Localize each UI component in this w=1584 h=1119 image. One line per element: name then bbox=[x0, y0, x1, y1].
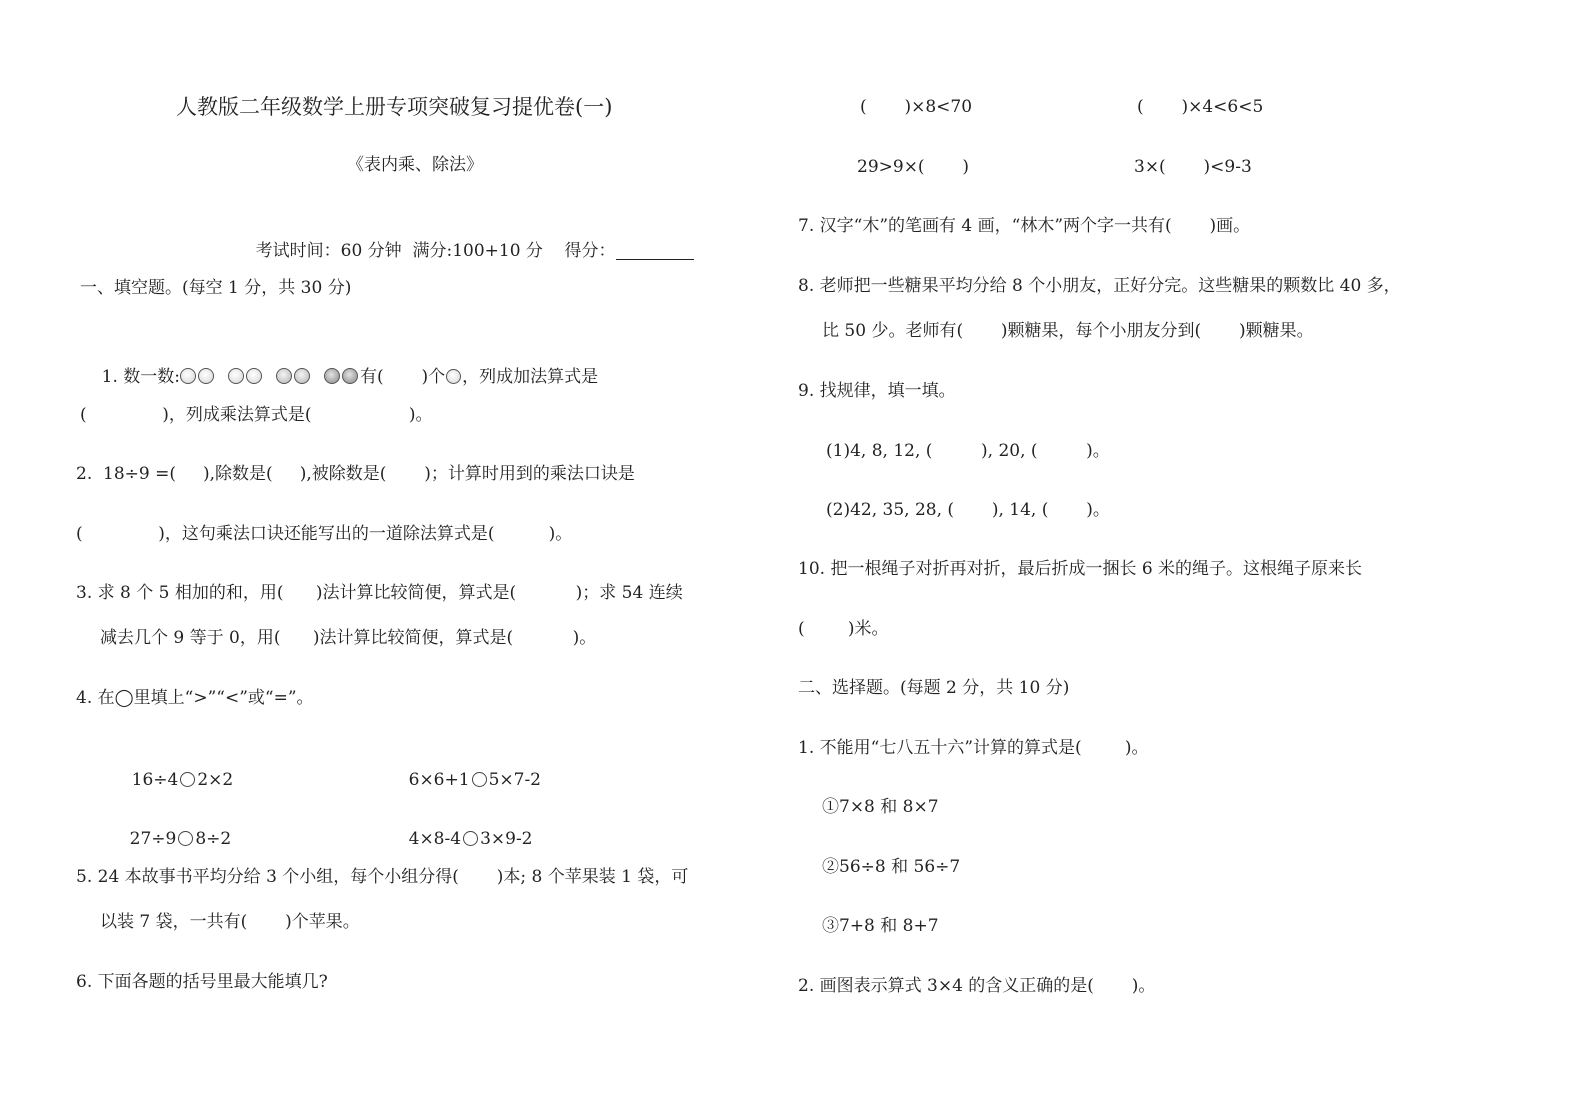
compare-item-3 bbox=[108, 806, 231, 872]
question-2-line-1: 2. 18÷9 =( ),除数是( ),被除数是( )；计算时用到的乘法口诀是 bbox=[76, 464, 635, 484]
circle-pair-3 bbox=[276, 366, 312, 388]
question-8-line-1: 8. 老师把一些糖果平均分给 8 个小朋友，正好分完。这些糖果的颗数比 40 多， bbox=[798, 276, 1401, 296]
choice-question-1: 1. 不能用“七八五十六”计算的算式是( )。 bbox=[798, 738, 1149, 758]
question-8-line-2: 比 50 少。老师有( )颗糖果，每个小朋友分到( )颗糖果。 bbox=[822, 321, 1314, 341]
question-6-item-4: 3×( )<9-3 bbox=[1134, 157, 1252, 177]
compare-item-2 bbox=[387, 747, 541, 813]
circle-icon bbox=[342, 368, 358, 384]
compare-1-right: 2×2 bbox=[197, 770, 234, 790]
circle-icon bbox=[180, 368, 196, 384]
compare-circle-1[interactable] bbox=[180, 772, 195, 787]
circle-icon bbox=[228, 368, 244, 384]
question-6: 6. 下面各题的括号里最大能填几? bbox=[76, 972, 328, 992]
compare-item-1 bbox=[110, 747, 233, 813]
circle-icon bbox=[276, 368, 292, 384]
section-choice-title: 二、选择题。(每题 2 分，共 10 分) bbox=[798, 678, 1070, 698]
question-7: 7. 汉字“木”的笔画有 4 画，“林木”两个字一共有( )画。 bbox=[798, 216, 1251, 236]
question-6-item-1: ( )×8<70 bbox=[860, 97, 973, 117]
circle-pair-2 bbox=[228, 366, 264, 388]
choice-1-option-2[interactable]: ②56÷8 和 56÷7 bbox=[822, 857, 961, 877]
question-6-item-3: 29>9×( ) bbox=[857, 157, 970, 177]
circle-pair-4 bbox=[324, 366, 360, 388]
question-3-line-2: 减去几个 9 等于 0，用( )法计算比较简便，算式是( )。 bbox=[100, 628, 597, 648]
compare-2-right: 5×7-2 bbox=[488, 770, 541, 790]
question-6-item-2: ( )×4<6<5 bbox=[1137, 97, 1264, 117]
compare-1-left: 16÷4 bbox=[131, 770, 179, 790]
q1-text-c: ，列成加法算式是 bbox=[462, 367, 599, 387]
compare-3-right: 8÷2 bbox=[195, 829, 232, 849]
question-1-line-2: ( )，列成乘法算式是( )。 bbox=[80, 405, 433, 425]
question-5-line-1: 5. 24 本故事书平均分给 3 个小组，每个小组分得( )本; 8 个苹果装 1 袋，可 bbox=[76, 867, 689, 887]
circle-pair-1 bbox=[180, 366, 216, 388]
compare-2-left: 6×6+1 bbox=[408, 770, 470, 790]
choice-1-option-3[interactable]: ③7+8 和 8+7 bbox=[822, 916, 939, 936]
compare-4-right: 3×9-2 bbox=[480, 829, 533, 849]
compare-circle-3[interactable] bbox=[178, 831, 193, 846]
question-5-line-2: 以装 7 袋，一共有( )个苹果。 bbox=[100, 912, 360, 932]
circle-icon bbox=[294, 368, 310, 384]
question-1-line-1 bbox=[80, 344, 598, 410]
question-10-line-2: ( )米。 bbox=[798, 619, 889, 639]
circle-icon bbox=[246, 368, 262, 384]
choice-question-2: 2. 画图表示算式 3×4 的含义正确的是( )。 bbox=[798, 976, 1156, 996]
choice-1-option-1[interactable]: ①7×8 和 8×7 bbox=[822, 797, 939, 817]
compare-4-left: 4×8-4 bbox=[408, 829, 462, 849]
question-2-line-2: ( )，这句乘法口诀还能写出的一道除法算式是( )。 bbox=[76, 524, 573, 544]
exam-info bbox=[234, 218, 694, 284]
question-9-item-1: (1)4, 8, 12, ( ), 20, ( )。 bbox=[826, 441, 1110, 461]
section-fill-blank-title: 一、填空题。(每空 1 分，共 30 分) bbox=[80, 278, 352, 298]
q1-text-b: 有( )个 bbox=[359, 367, 446, 387]
compare-item-4 bbox=[387, 806, 533, 872]
circle-icon bbox=[324, 368, 340, 384]
compare-circle-2[interactable] bbox=[472, 772, 487, 787]
exam-subtitle: 《表内乘、除法》 bbox=[347, 155, 483, 175]
question-9: 9. 找规律，填一填。 bbox=[798, 381, 956, 401]
exam-info-text: 考试时间：60 分钟 满分:100+10 分 得分： bbox=[255, 241, 616, 261]
circle-icon bbox=[446, 369, 461, 384]
compare-3-left: 27÷9 bbox=[129, 829, 177, 849]
score-blank[interactable] bbox=[616, 243, 694, 260]
question-3-line-1: 3. 求 8 个 5 相加的和，用( )法计算比较简便，算式是( )；求 54 连续 bbox=[76, 583, 683, 603]
circle-icon bbox=[198, 368, 214, 384]
exam-title: 人教版二年级数学上册专项突破复习提优卷(一) bbox=[176, 95, 613, 119]
question-10-line-1: 10. 把一根绳子对折再对折，最后折成一捆长 6 米的绳子。这根绳子原来长 bbox=[798, 559, 1363, 579]
compare-circle-4[interactable] bbox=[463, 831, 478, 846]
question-9-item-2: (2)42, 35, 28, ( ), 14, ( )。 bbox=[826, 500, 1110, 520]
q1-text-a: 1. 数一数: bbox=[101, 367, 180, 387]
question-4: 4. 在◯里填上“>”“<”或“=”。 bbox=[76, 688, 314, 708]
